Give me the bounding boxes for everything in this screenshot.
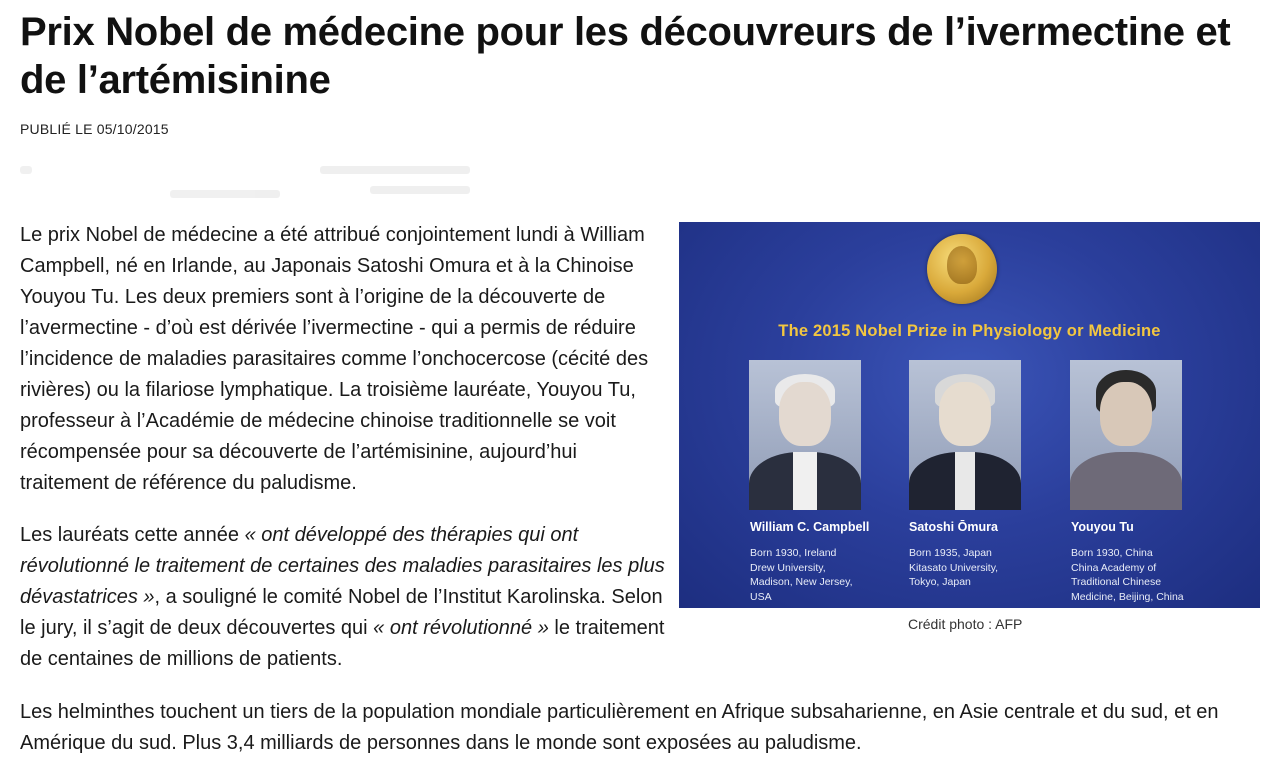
faded-share-bar (20, 160, 470, 200)
quote-therapies: « ont développé des thérapies qui ont révolutionné le traitement de certaines des maladies parasitaires les plus dévastatrices » (20, 524, 665, 608)
nobel-medal-icon (927, 234, 997, 304)
laureate-info: Born 1935, Japan Kitasato University, Tokyo, Japan (909, 547, 999, 588)
quote-revolutionized: « ont révolutionné » (373, 617, 549, 639)
laureate-name: William C. Campbell (750, 520, 870, 534)
portrait-omura (909, 360, 1021, 510)
portrait-campbell (749, 360, 861, 510)
laureate-info: Born 1930, Ireland Drew University, Madison, New Jersey, USA (750, 547, 853, 603)
paragraph-quote (20, 520, 670, 675)
paragraph-intro: Le prix Nobel de médecine a été attribué conjointement lundi à William Campbell, né en Irlande, au Japonais Satoshi Omura et à la Chinoise Youyou Tu. Les deux premiers sont à l’origine de la découverte de l’avermectine - d’où est dérivée l’ivermectine - qui a permis de réduire l’incidence de maladies parasitaires comme l’onchocercose (cécité des rivières) ou la filariose lymphatique. La troisième lauréate, Youyou Tu, professeur à l’Académie de médecine chinoise traditionnelle se voit récompensée pour sa découverte de l’artémisinine, aujourd’hui traitement de référence du paludisme. (20, 224, 649, 494)
laureate-name: Youyou Tu (1071, 520, 1134, 534)
article-title: Prix Nobel de médecine pour les découvreurs de l’ivermectine et de l’artémisinine (20, 10, 1231, 102)
portrait-tu (1070, 360, 1182, 510)
figure-heading: The 2015 Nobel Prize in Physiology or Medicine (778, 322, 1161, 340)
paragraph-quote-text: Les lauréats cette année (20, 524, 245, 546)
paragraph-quote-text: le traitement de centaines de millions de patients. (20, 617, 665, 670)
laureate-name: Satoshi Ōmura (909, 520, 998, 534)
laureate-info: Born 1930, China China Academy of Traditional Chinese Medicine, Beijing, China (1071, 547, 1184, 603)
paragraph-helminths: Les helminthes touchent un tiers de la population mondiale particulièrement en Afrique subsaharienne, en Asie centrale et du sud, et en Amérique du sud. Plus 3,4 milliards de personnes dans le monde sont exposées au paludisme. (20, 701, 1219, 754)
publish-date: PUBLIÉ LE 05/10/2015 (20, 121, 169, 137)
nobel-laureates-photo (679, 222, 1260, 608)
photo-credit: Crédit photo : AFP (908, 616, 1023, 632)
paragraph-quote-text: , a souligné le comité Nobel de l’Institut Karolinska. Selon le jury, il s’agit de deux découvertes qui (20, 586, 663, 639)
